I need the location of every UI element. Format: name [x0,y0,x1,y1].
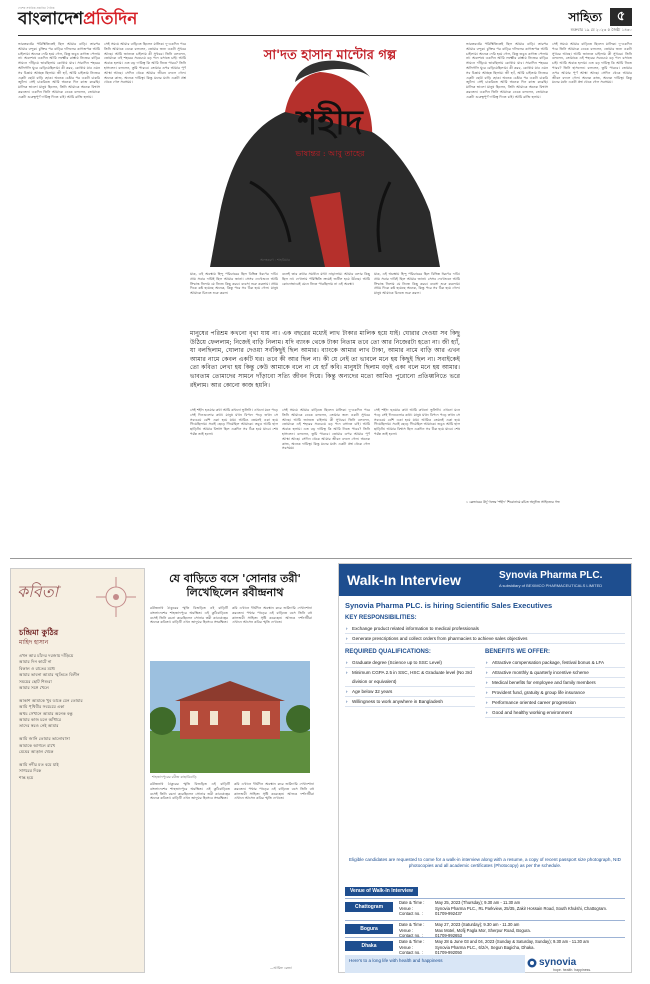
venue-heading: Venue of Walk-In Interview [345,887,418,896]
story-translator: ভাষান্তর : আবু তাহের [295,149,365,158]
story-column-2: সেই সময়ে আমার বাড়িতে ছিলেন মালিক। দু-একদিন পরে তিনি আমাকে ডেকে বললেন, তোমার জন্য একটা সুখবর আছে। আমি জানতে চাইলাম কী সুখবর। তিনি বললেন, তোমাকে এই শহরের সবচেয়ে বড় পদে বসাতে চাই। আমি অবাক হলাম। এত বড় দায়িত্ব কি আমি নিতে পারব? তিনি হাসলেন। বললেন, তুমি পারবে। তোমার ওপর আমার পূর্ণ আস্থা আছে। সেদিন থেকে আমার জীবন বদলে গেল। অনেক কাজ, অনেক দায়িত্ব। কিন্তু মনের মধ্যে একটা প্রশ্ন থেকে গেল সবসময়। [104,42,186,85]
ad-footer-banner [345,955,525,973]
poem-section-label: কবিতা [17,582,59,601]
end-note: ১ ক্লেভারের উর্দু গল্পের 'শহীদ' শিরোনামে রচিত অনূদিত সাহিত্যের গল্প [466,500,560,504]
poem-line: সাগরের দিকে [19,768,42,774]
qualifications-list [345,658,475,707]
list-item: › Performance oriented career progression [485,698,625,708]
venue-details: Date & Time : May 28 & June 03 and 04, 2023 (Sunday & Saturday, Sunday); 9.30 am - 11.30 am Venue : Synovia Pharma PLC., 6/2/A, Segun Bagicha, Dhaka. Contact no. : 01709-992050 [399,939,589,955]
list-item: › Willingness to work anywhere in Bangladesh [345,697,475,707]
benefits-list [485,658,625,718]
list-item: › Attractive monthly & quarterly incentive scheme [485,668,625,678]
dateline: শুক্রবার ১৯ মে ২০২৩ ৫ জৈষ্ঠ্য ১৪৩০ [570,27,632,32]
poem-author: মাহিদ হাসান [19,639,49,646]
synovia-tagline: hope. health. happiness. [553,968,592,972]
list-item: › Attractive compensation package, festival bonus & LFA [485,658,625,668]
poem-title: চন্দ্রিমা কুঠির [19,627,59,637]
responsibilities-list [345,624,625,644]
list-item: › Minimum CGPA 2.5 in SSC, HSC & Graduate level (No 3rd division or equivalent) [345,668,475,687]
application-note: Eligible candidates are requested to come for a walk-in interview along with a resume, a copy of recent passport size photograph, NID photocopies and all academic certificates (Photocopy) as per the schedule. [349,857,621,868]
venue-details: Date & Time : May 27, 2023 (Saturday); 9.30 am - 11.30 am Venue : Max Motel, Mofij Pagla Mor, Sherpur Road, Bogura. Contact no. : 01709-992653 [399,922,531,938]
brand-right: প্রতিদিন [83,9,138,29]
poem-box [10,568,145,973]
poem-line: আমি নদীর মত বয়ে যাই [19,761,59,767]
list-item: › Medical benefits for employee and family members [485,678,625,688]
tagore-column-1: রবীন্দ্রনাথ ঠাকুরের স্মৃতি বিজড়িত এই বাড়িটি বাংলাদেশের শাহজাদপুরে অবস্থিত। এই কুঠিবাড়িতে বসেই তিনি রচনা করেছিলেন সোনার তরী কাব্যগ্রন্থের অনেক কবিতা। বাড়িটি এখন জাদুঘর হিসেবে সংরক্ষিত। [150,606,228,625]
newspaper-logo[interactable] [18,9,137,29]
list-item: › Good and healthy working environment [485,708,625,718]
brand-left: বাংলাদেশ [18,9,84,29]
venue-row-dhaka [345,937,625,955]
tagore-byline: —আরিফ রেজা [270,966,292,970]
photo-caption: শাহজাদপুরের রবীন্দ্র কাছারিবাড়ি [152,775,197,779]
poem-line: বিকাল ও রাতের মধ্যে [19,665,56,671]
story-title: শহীদ [297,103,363,143]
poem-line: আমি পৃথিবীর সবচেয়ে একা [19,704,65,710]
story-writer: সা'দত হাসান মান্টোর গল্প [263,48,397,63]
list-item: › Provident fund, gratuity & group life insurance [485,688,625,698]
story-column-7: যাক, এই অবস্থায় হিন্দু পরিবারের ছিল বিভিন্ন ধরণের দাবি। প্রায় সবার দাবিই ছিল আমার জানা। সেসব দেখেশুনে আমি সিদ্ধান্ত নিলাম যে নিজে কিছু করব। ব্যবসা শুরু করলাম। প্রথম দিকে কষ্ট হয়েছে অনেক, কিন্তু পরে সব ঠিক হয়ে গেল। মানুষ আমাকে চিনতে শুরু করল। [374,272,460,296]
list-item: › Age below 32 years [345,687,475,697]
story-column-3: ভারতবর্ষের পরিস্থিতিতেই ছিল আমার বাড়ি। তারপর আমার বন্দুক। চুক্তির পর বাড়ির দলিলের কাগজপত্র আমি চাইলাম। অনেক দেরি হয়ে গেল, কিন্তু তবুও কাগজ পেলাম না। অবশেষে একদিন আমি লক্ষ্মৌর রাস্তায় নিজের বাড়ির সামনে দাঁড়িয়ে ভাবছিলাম কোথায় যাব। সারাদিন শহরের অলিগলি ঘুরে বেড়িয়েছিলাম। কী করব, কোথায় যাব এমন সব চিন্তায় আচ্ছন্ন ছিলাম। জী হ্যাঁ, আমি চাইতাম নিজের একটা ছোট্ট বাড়ি হোক। অনেক চেষ্টার পর একটা চাকরি জুটল। সেই চাকরিতে আমি অনেক দিন কাজ করেছি। মালিক ভালো মানুষ ছিলেন, তিনি আমাকে অনেক বিশ্বাস করতেন। একদিন তিনি আমাকে ডেকে বললেন, তোমাকে একটা গুরুত্বপূর্ণ দায়িত্ব দিতে চাই। আমি রাজি হলাম। [466,42,548,99]
story-column-5: যাক, এই অবস্থায় হিন্দু পরিবারের ছিল বিভিন্ন ধরণের দাবি। প্রায় সবার দাবিই ছিল আমার জানা। সেসব দেখেশুনে আমি সিদ্ধান্ত নিলাম যে নিজে কিছু করব। ব্যবসা শুরু করলাম। প্রথম দিকে কষ্ট হয়েছে অনেক, কিন্তু পরে সব ঠিক হয়ে গেল। মানুষ আমাকে চিনতে শুরু করল। [190,272,278,296]
story-column-1: ভারতবর্ষের পরিস্থিতিতেই ছিল আমার বাড়ি। তারপর আমার বন্দুক। চুক্তির পর বাড়ির দলিলের কাগজপত্র আমি চাইলাম। অনেক দেরি হয়ে গেল, কিন্তু তবুও কাগজ পেলাম না। অবশেষে একদিন আমি লক্ষ্মৌর রাস্তায় নিজের বাড়ির সামনে দাঁড়িয়ে ভাবছিলাম কোথায় যাব। সারাদিন শহরের অলিগলি ঘুরে বেড়িয়েছিলাম। কী করব, কোথায় যাব এমন সব চিন্তায় আচ্ছন্ন ছিলাম। জী হ্যাঁ, আমি চাইতাম নিজের একটা ছোট্ট বাড়ি হোক। অনেক চেষ্টার পর একটা চাকরি জুটল। সেই চাকরিতে আমি অনেক দিন কাজ করেছি। মালিক ভালো মানুষ ছিলেন, তিনি আমাকে অনেক বিশ্বাস করতেন। একদিন তিনি আমাকে ডেকে বললেন, তোমাকে একটা গুরুত্বপূর্ণ দায়িত্ব দিতে চাই। আমি রাজি হলাম। [18,42,100,99]
poem-line: অথচ সেখানে আমার অনেক বন্ধু [19,710,73,716]
poem-line: মেঘের আড়াল থেকে [19,749,54,755]
company-subtitle: A subsidiary of BEXIMCO PHARMACEUTICALS LIMITED [499,583,603,588]
list-item: › Exchange product related information to medical professionals [345,624,625,634]
list-item: › Generate prescriptions and collect orders from pharmacies to achieve sales objectives [345,634,625,644]
poem-line: আমি জানি তোমার ভালোবাসা [19,736,70,742]
poem-line: আমার সঙ্গে খেলে [19,685,49,691]
brand-subtitle: দেশের সর্বাধিক প্রচারিত দৈনিক [18,6,55,10]
synovia-logo-icon [527,958,537,968]
tagore-column-2: কবি এখানে দীর্ঘদিন অবস্থান করে জমিদারি দেখাশোনা করতেন। পদ্মার পাড়ের এই বাড়িতে বসে তিনি বহু কালজয়ী সাহিত্য সৃষ্টি করেছেন। আজও দর্শনার্থীরা এখানে আসেন কবির স্মৃতি দেখতে। [232,606,312,625]
story-column-10: সেই শহীদ হওয়ার কথা আমি কখনো ভুলিনি। এখনো মনে পড়ে সেই দিনগুলোর কথা। মানুষ যখন বিপদে পড়ে তখন সে সবচেয়ে বেশি একা হয়ে যায়। আমিও তেমনই একা হয়ে গিয়েছিলাম। সবাই ছেড়ে গিয়েছিল আমাকে। তবুও আমি হাল ছাড়িনি। আমার বিশ্বাস ছিল একদিন সব ঠিক হয়ে যাবে। শেষ পর্যন্ত তাই হলো। [374,408,460,436]
hiring-headline: Synovia Pharma PLC. is hiring Scientific Sales Executives [345,601,553,610]
job-advertisement [338,563,632,973]
venue-city: Bogura [345,924,393,934]
pull-quote: মানুষের পরিশ্রম কখনো বৃথা যায় না। এক বছরের মধ্যেই লাখ টাকার মালিক হয়ে যাই। ঘোরার দেওয়া সব কিছু উঠিয়ে ফেললাম; নিজেই বাড়ি নিলাম। যদি ব্যাংক থেকে টাকা নিতাম তবে তো আর নিজেরটা হতো না। জী হ্যাঁ, যা বলছিলাম, ঘোলার দেওয়া সর্বকিছুই ছিল আমার। ব্যাংকে আমার লাখ টাকা, আমার নামে বাড়ি আর এখন আমার নামে কেবল একটি ঘর। তবে কী আর ছিল না। কী যে নেই তা ভাবলে মনে হয় কিছুই ছিল না। সবাইকেই তো কবিতা লেখা হয় কিন্তু কেউ আমাকে বলে না যে হ্যাঁ কবি। মানুষটা ছিলাম বড়ই একা বলে মনে হয় আমার। ভাবতাম তোমাদের সামনে দাঁড়াবো সত্যি জীবন দিয়ে। কিন্তু অন্যদের মতো আমিও পুরোনো প্রতিধ্বনিতে ভরে রইলাম। আর কোনো কাজ হয়নি। [190,330,460,389]
venue-details: Date & Time : May 25, 2023 (Thursday); 9.30 am - 11.30 am Venue : Synovia Pharma PLC., RL Parkview, 25/35, Zakir Hossain Road, South Khulshi, Chattogram. Contact no. : 01709-992437 [399,900,608,916]
tagore-column-4: কবি এখানে দীর্ঘদিন অবস্থান করে জমিদারি দেখাশোনা করতেন। পদ্মার পাড়ের এই বাড়িতে বসে তিনি বহু কালজয়ী সাহিত্য সৃষ্টি করেছেন। আজও দর্শনার্থীরা এখানে আসেন কবির স্মৃতি দেখতে। [234,782,314,801]
poem-line: তাদের স্বরও নেই আমার [19,723,59,729]
benefits-heading: BENEFITS WE OFFER: [485,649,550,655]
flower-ornament-icon [91,575,141,619]
story-column-9: সেই সময়ে আমার বাড়িতে ছিলেন মালিক। দু-একদিন পরে তিনি আমাকে ডেকে বললেন, তোমার জন্য একটা সুখবর আছে। আমি জানতে চাইলাম কী সুখবর। তিনি বললেন, তোমাকে এই শহরের সবচেয়ে বড় পদে বসাতে চাই। আমি অবাক হলাম। এত বড় দায়িত্ব কি আমি নিতে পারব? তিনি হাসলেন। বললেন, তুমি পারবে। তোমার ওপর আমার পূর্ণ আস্থা আছে। সেদিন থেকে আমার জীবন বদলে গেল। অনেক কাজ, অনেক দায়িত্ব। কিন্তু মনের মধ্যে একটা প্রশ্ন থেকে গেল সবসময়। [282,408,370,451]
story-column-4: সেই সময়ে আমার বাড়িতে ছিলেন মালিক। দু-একদিন পরে তিনি আমাকে ডেকে বললেন, তোমার জন্য একটা সুখবর আছে। আমি জানতে চাইলাম কী সুখবর। তিনি বললেন, তোমাকে এই শহরের সবচেয়ে বড় পদে বসাতে চাই। আমি অবাক হলাম। এত বড় দায়িত্ব কি আমি নিতে পারব? তিনি হাসলেন। বললেন, তুমি পারবে। তোমার ওপর আমার পূর্ণ আস্থা আছে। সেদিন থেকে আমার জীবন বদলে গেল। অনেক কাজ, অনেক দায়িত্ব। কিন্তু মনের মধ্যে একটা প্রশ্ন থেকে গেল সবসময়। [552,42,632,85]
section-divider [10,558,632,559]
venue-row-chattogram [345,898,625,922]
story-column-8: সেই শহীদ হওয়ার কথা আমি কখনো ভুলিনি। এখনো মনে পড়ে সেই দিনগুলোর কথা। মানুষ যখন বিপদে পড়ে তখন সে সবচেয়ে বেশি একা হয়ে যায়। আমিও তেমনই একা হয়ে গিয়েছিলাম। সবাই ছেড়ে গিয়েছিল আমাকে। তবুও আমি হাল ছাড়িনি। আমার বিশ্বাস ছিল একদিন সব ঠিক হয়ে যাবে। শেষ পর্যন্ত তাই হলো। [190,408,278,436]
poem-line: আকাশ আমাকে খুব ডাকে যেন তোমার [19,697,83,703]
section-title: সাহিত্য [568,10,602,24]
poem-line: আমাকে আগলে রাখে [19,742,56,748]
poem-body [19,653,139,781]
company-name: Synovia Pharma PLC. [499,570,603,581]
tagore-house-photo [150,661,310,773]
poem-line: এখন আর চাঁদের দরজায় দাঁড়িয়ে [19,653,74,658]
qualifications-heading: REQUIRED QUALIFICATIONS: [345,649,431,655]
story-column-6: বলেই তার কথার সমর্থনে মাথা নাড়ালাম। আমার বলার কিছু ছিল না। দেখলাম পরিস্থিতি ক্রমেই জটিল হয়ে উঠছে। আমি কোনোভাবেই মেনে নিতে পারছিলাম না এই অবস্থা। [282,272,370,286]
ad-banner [339,564,631,596]
tagore-headline: যে বাড়িতে বসে 'সোনার তরী' লিখেছিলেন রবীন্দ্রনাথ [169,572,301,599]
synovia-brand: synovia [539,957,577,968]
responsibilities-heading: KEY RESPONSIBILITIES: [345,615,417,621]
tagore-column-3: রবীন্দ্রনাথ ঠাকুরের স্মৃতি বিজড়িত এই বাড়িটি বাংলাদেশের শাহজাদপুরে অবস্থিত। এই কুঠিবাড়িতে বসেই তিনি রচনা করেছিলেন সোনার তরী কাব্যগ্রন্থের অনেক কবিতা। বাড়িটি এখন জাদুঘর হিসেবে সংরক্ষিত। [150,782,230,801]
poem-line: আমার দিন কাটে না [19,659,52,665]
illustration-credit: অলংকরণ : শাহরিয়ার [260,258,290,262]
house-photo-icon [150,661,310,773]
venue-city: Chattogram [345,902,393,912]
venue-city: Dhaka [345,941,393,951]
poem-line: আমার ভাবনা আমার স্মৃতিতে বিলীন [19,672,80,678]
masthead [18,6,632,36]
page-number: ৫ [610,8,632,26]
poem-line: আমার কাজ চলে আঁধারে [19,717,62,723]
list-item: › Graduate degree (Science up to SSC Level) [345,658,475,668]
story-heading [230,48,430,159]
poem-line: সময়ের ছোট শিশুরা [19,678,52,684]
walk-in-title: Walk-In Interview [347,572,461,588]
ad-footer-text: Here's to a long life with health and happiness [349,958,443,963]
poem-line: শান্ত হয়ে [19,774,34,780]
